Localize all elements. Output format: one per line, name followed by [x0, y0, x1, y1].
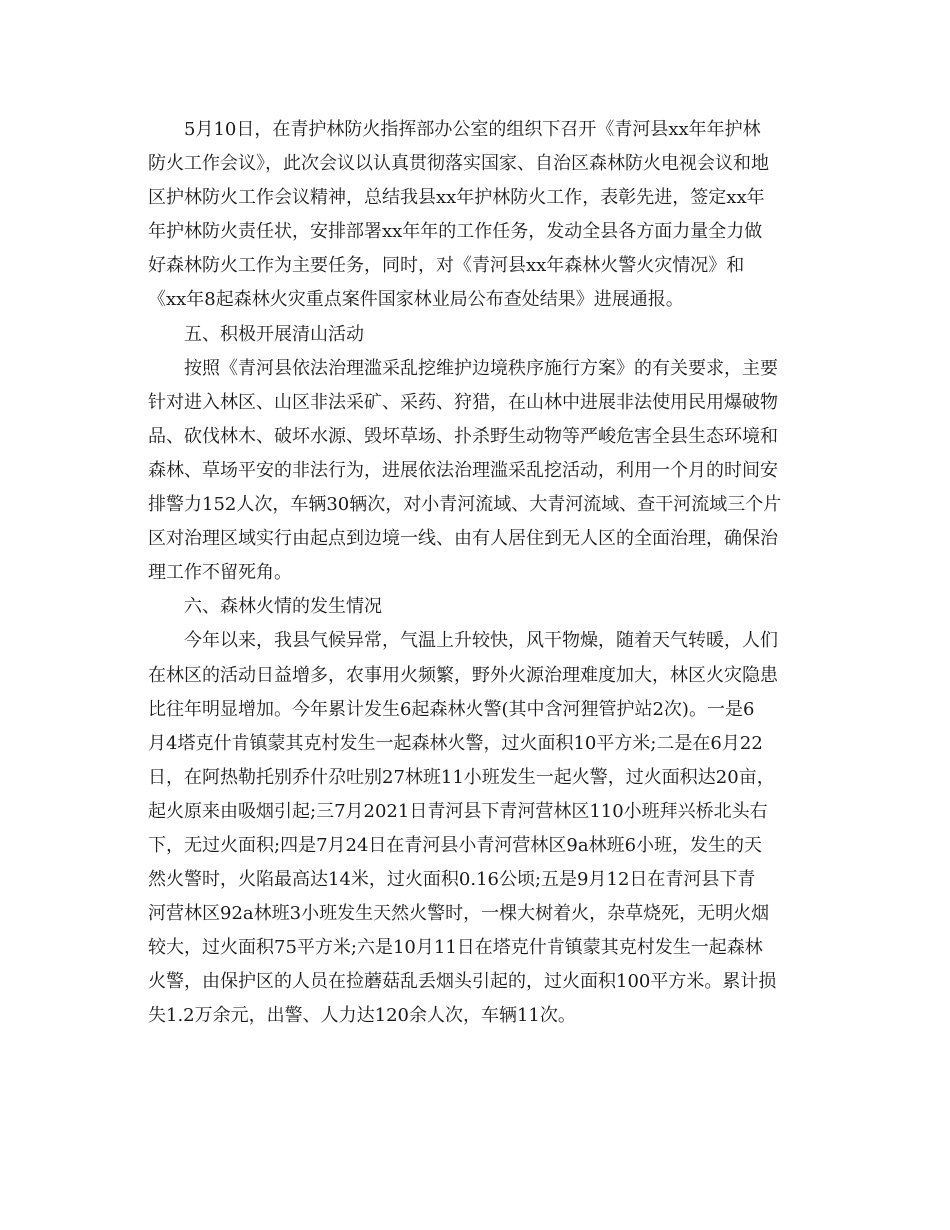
text-line: 比往年明显增加。今年累计发生6起森林火警(其中含河狸管护站2次)。一是6	[148, 698, 755, 720]
text-line: 5月10日，在青护林防火指挥部办公室的组织下召开《青河县xx年年护林	[184, 119, 761, 140]
section-heading-5: 五、积极开展清山活动	[184, 323, 364, 345]
text-line: 区对治理区域实行由起点到边境一线、由有人居住到无人区的全面治理，确保治	[148, 528, 778, 550]
text-line: 日，在阿热勒托别乔什尕吐别27林班11小班发生一起火警，过火面积达20亩，	[148, 766, 775, 788]
paragraph-fire-incidents	[148, 624, 803, 1033]
text-line: 然火警时，火陷最高达14米，过火面积0.16公顷;五是9月12日在青河县下青	[148, 869, 756, 891]
text-line: 月4塔克什肯镇蒙其克村发生一起森林火警，过火面积10平方米;二是在6月22	[148, 732, 763, 754]
text-line: 失1.2万余元，出警、人力达120余人次，车辆11次。	[148, 1005, 576, 1027]
text-line: 理工作不留死角。	[148, 562, 292, 584]
text-line: 在林区的活动日益增多，农事用火频繁，野外火源治理难度加大，林区火灾隐患	[148, 664, 778, 686]
text-line: 按照《青河县依法治理滥采乱挖维护边境秩序施行方案》的有关要求，主要	[184, 357, 778, 379]
text-line: 较大，过火面积75平方米;六是10月11日在塔克什肯镇蒙其克村发生一起森林	[148, 937, 763, 959]
text-line: 起火原来由吸烟引起;三7月2021日青河县下青河营林区110小班拜兴桥北头右	[148, 800, 768, 822]
text-line: 针对进入林区、山区非法采矿、采药、狩猎，在山林中进展非法使用民用爆破物	[148, 391, 778, 413]
text-line: 年护林防火责任状，安排部署xx年年的工作任务，发动全县各方面力量全力做	[148, 221, 763, 243]
text-line: 区护林防火工作会议精神，总结我县xx年护林防火工作，表彰先进，签定xx年	[148, 187, 765, 209]
text-line: 下，无过火面积;四是7月24日在青河县小青河营林区9a林班6小班，发生的天	[148, 834, 763, 856]
text-line: 森林、草场平安的非法行为，进展依法治理滥采乱挖活动，利用一个月的时间安	[148, 459, 778, 481]
paragraph-clear-mountain	[148, 352, 803, 591]
text-line: 好森林防火工作为主要任务，同时，对《青河县xx年森林火警火灾情况》和	[148, 255, 745, 277]
section-heading-6: 六、森林火情的发生情况	[184, 596, 382, 618]
text-line: 排警力152人次，车辆30辆次，对小青河流域、大青河流域、查干河流域三个片	[148, 494, 782, 516]
text-line: 品、砍伐林木、破坏水源、毁坏草场、扑杀野生动物等严峻危害全县生态环境和	[148, 425, 778, 447]
text-line: 河营林区92a林班3小班发生天然火警时，一棵大树着火，杂草烧死，无明火烟	[148, 903, 770, 925]
document-body	[148, 113, 803, 1034]
text-line: 《xx年8起森林火灾重点案件国家林业局公布查处结果》进展通报。	[148, 289, 684, 311]
text-line: 今年以来，我县气候异常，气温上升较快，风干物燥，随着天气转暖，人们	[184, 630, 778, 652]
paragraph-meeting	[148, 113, 803, 318]
text-line: 火警，由保护区的人员在捡蘑菇乱丢烟头引起的，过火面积100平方米。累计损	[148, 971, 777, 993]
text-line: 防火工作会议》，此次会议以认真贯彻落实国家、自治区森林防火电视会议和地	[148, 153, 769, 175]
